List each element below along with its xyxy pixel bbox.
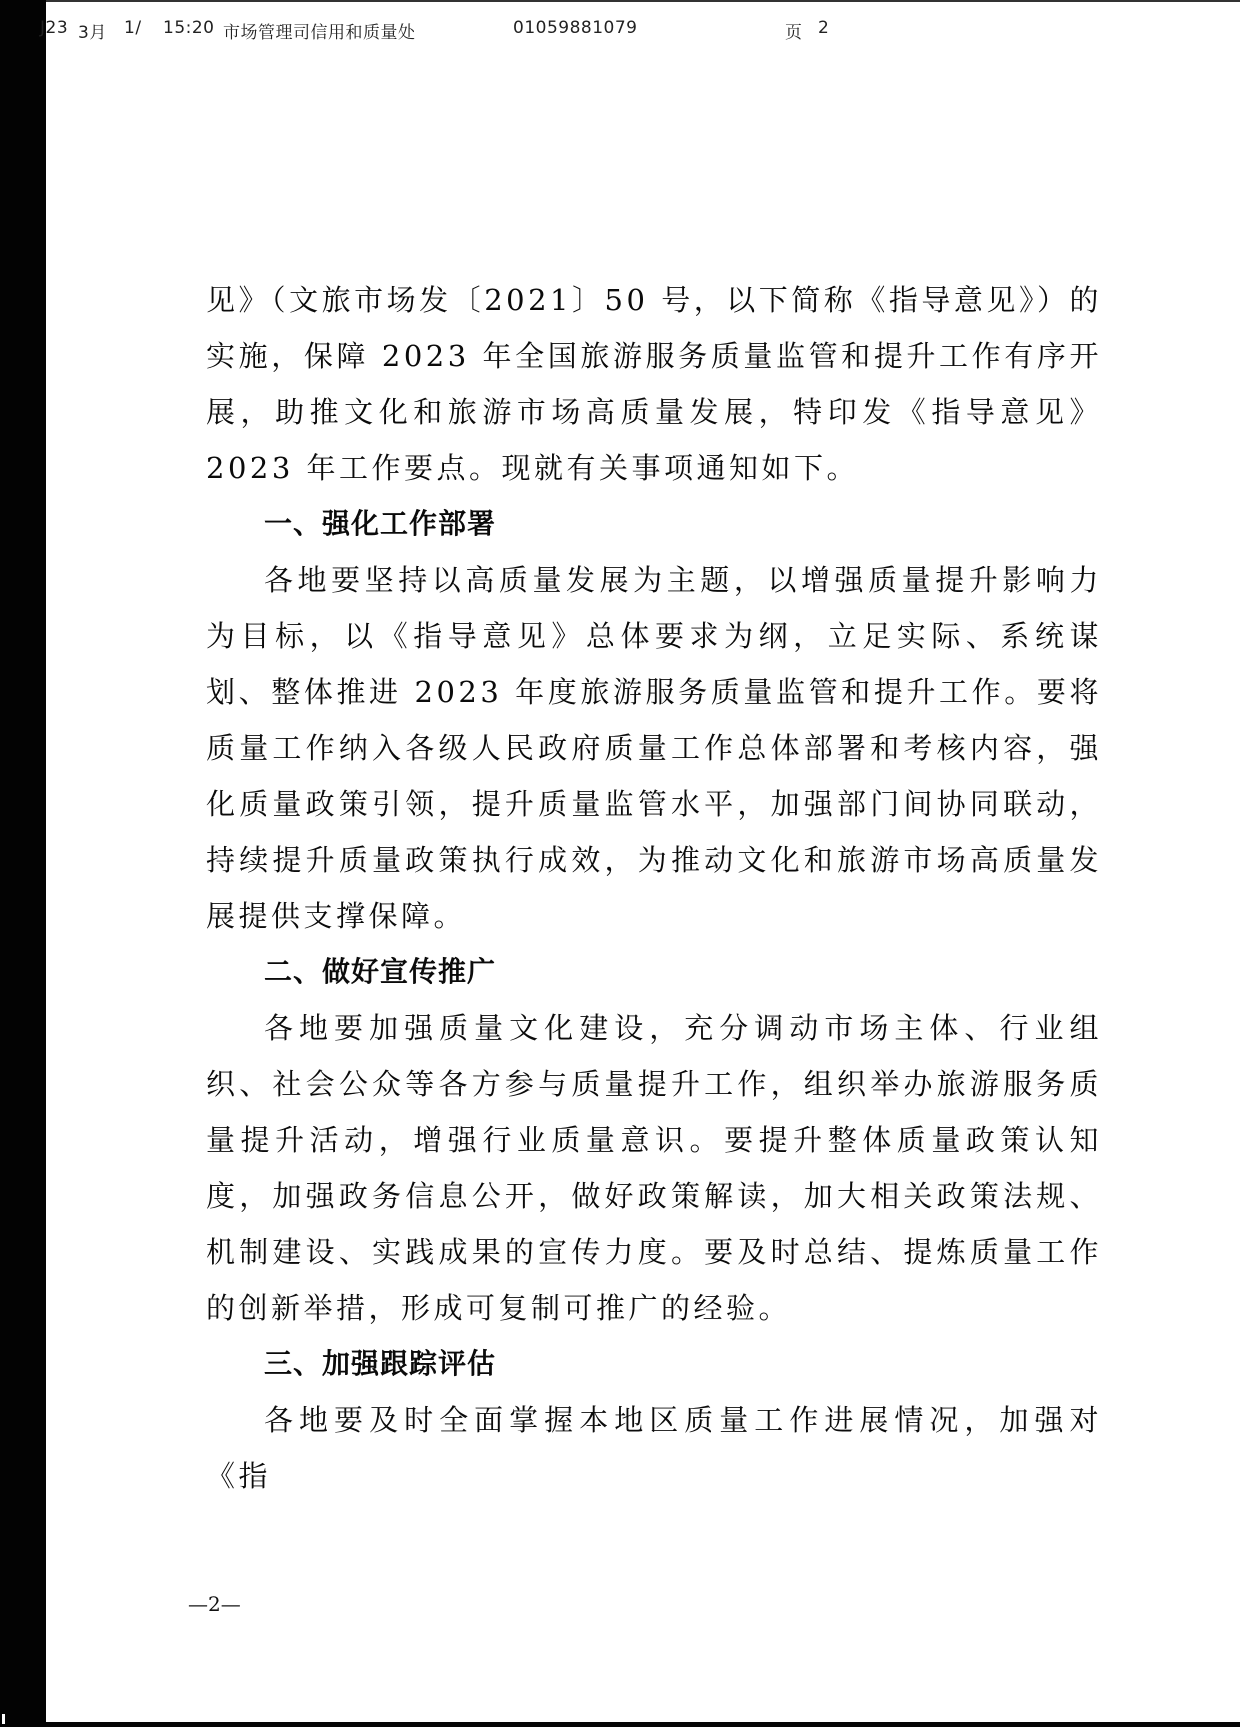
- fax-date-year: J23: [40, 18, 69, 38]
- fax-date-day: 1/: [124, 18, 142, 38]
- scan-left-border: [0, 0, 46, 1727]
- section-body-3: 各地要及时全面掌握本地区质量工作进展情况，加强对《指: [206, 1403, 1102, 1493]
- section-body-2: 各地要加强质量文化建设，充分调动市场主体、行业组织、社会公众等各方参与质量提升工作，组织举办旅游服务质量提升活动，增强行业质量意识。要提升整体质量政策认知度，加强政务信息公开，做好政策解读，加大相关政策法规、机制建设、实践成果的宣传力度。要及时总结、提炼质量工作的创新举措，形成可复制可推广的经验。: [206, 1011, 1102, 1325]
- fax-header: [40, 18, 900, 44]
- fax-time: 15:20: [163, 18, 215, 38]
- section-heading-1: 一、强化工作部署: [264, 507, 497, 540]
- section-body-1: 各地要坚持以高质量发展为主题，以增强质量提升影响力为目标，以《指导意见》总体要求为纲，立足实际、系统谋划、整体推进 2023 年度旅游服务质量监管和提升工作。要将质量工作纳入各级人民政府质量工作总体部署和考核内容，强化质量政策引领，提升质量监管水平，加强部门间协同联动，持续提升质量政策执行成效，为推动文化和旅游市场高质量发展提供支撑保障。: [206, 563, 1102, 933]
- section-heading-2: 二、做好宣传推广: [264, 955, 497, 988]
- scan-artifact-mark: [2, 1714, 5, 1724]
- fax-date-month: 3月: [78, 23, 107, 43]
- fax-sender: 市场管理司信用和质量处: [223, 23, 416, 43]
- scan-top-edge: [46, 0, 1240, 2]
- intro-paragraph: 见》（文旅市场发〔2021〕50 号，以下简称《指导意见》）的实施，保障 2023 年全国旅游服务质量监管和提升工作有序开展，助推文化和旅游市场高质量发展，特印发《指导意见》2023 年工作要点。现就有关事项通知如下。: [206, 283, 1102, 485]
- fax-page-number: 2: [818, 18, 830, 38]
- document-body: [206, 272, 1102, 1504]
- section-heading-3: 三、加强跟踪评估: [264, 1347, 497, 1380]
- fax-page-label: 页: [785, 23, 803, 43]
- footer-page-number: —2—: [188, 1592, 241, 1616]
- scan-bottom-edge: [46, 1722, 1240, 1727]
- fax-phone-number: 01059881079: [513, 18, 638, 38]
